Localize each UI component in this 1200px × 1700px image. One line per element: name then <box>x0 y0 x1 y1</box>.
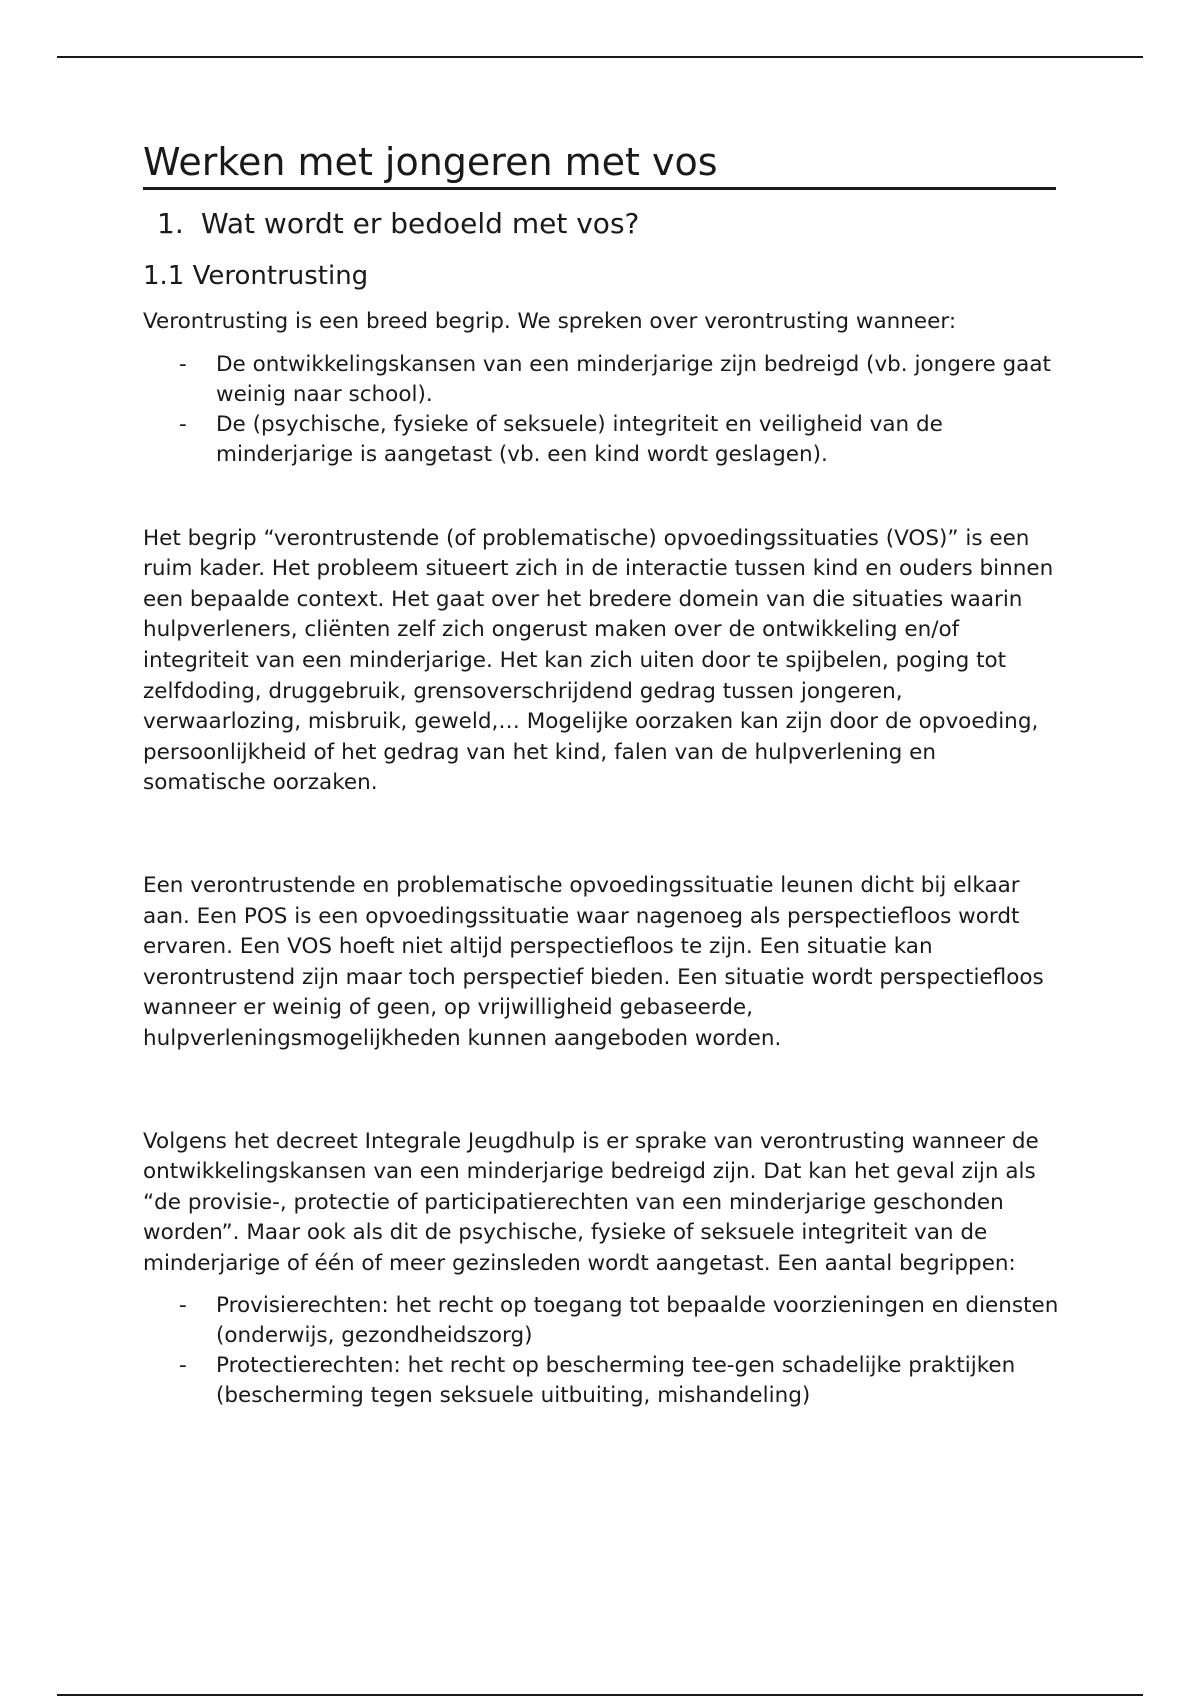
decree-paragraph: Volgens het decreet Integrale Jeugdhulp is er sprake van verontrusting wanneer de ontwikkelingskansen van een minderjarige bedreigd zijn. Dat kan het geval zijn als “de provisie-, protectie of participatierechten van een minderjarige geschonden worden”. Maar ook als dit de psychische, fysieke of seksuele integriteit van de minderjarige of één of meer gezinsleden wordt aangetast. Een aantal begrippen: <box>143 1128 1039 1276</box>
footer-rule <box>57 1694 1143 1696</box>
dash-bullet: - <box>179 1353 187 1379</box>
section-number: 1. <box>157 207 184 240</box>
list-item <box>143 410 1063 470</box>
dash-bullet: - <box>179 351 187 377</box>
header-rule <box>57 56 1143 58</box>
list-item-text: De ontwikkelingskansen van een minderjarige zijn bedreigd (vb. jongere gaat weinig naar school). <box>216 351 1051 407</box>
list-item <box>143 1291 1063 1351</box>
vos-definition-paragraph: Het begrip “verontrustende (of problematische) opvoedingssituaties (VOS)” is een ruim kader. Het probleem situeert zich in de interactie tussen kind en ouders binnen een bepaalde context. Het gaat over het bredere domein van die situaties waarin hulpverleners, cliënten zelf zich ongerust maken over de ontwikkeling en/of integriteit van een minderjarige. Het kan zich uiten door te spijbelen, poging tot zelfdoding, druggebruik, grensoverschrijdend gedrag tussen jongeren, verwaarlozing, misbruik, geweld,… Mogelijke oorzaken kan zijn door de opvoeding, persoonlijkheid of het gedrag van het kind, falen van de hulpverlening en somatische oorzaken. <box>143 525 1054 796</box>
list-item-text: De (psychische, fysieke of seksuele) integriteit en veiligheid van de minderjarige is aangetast (vb. een kind wordt geslagen). <box>216 411 943 467</box>
pos-vos-paragraph: Een verontrustende en problematische opvoedingssituatie leunen dicht bij elkaar aan. Een POS is een opvoedingssituatie waar nagenoeg als perspectiefloos wordt ervaren. Een VOS hoeft niet altijd perspectiefloos te zijn. Een situatie kan verontrustend zijn maar toch perspectief bieden. Een situatie wordt perspectiefloos wanneer er weinig of geen, op vrijwilligheid gebaseerde, hulpverleningsmogelijkheden kunnen aangeboden worden. <box>143 872 1044 1051</box>
subsection-heading: 1.1 Verontrusting <box>143 261 369 291</box>
dash-bullet: - <box>179 1293 187 1319</box>
list-item <box>143 1351 1063 1411</box>
intro-paragraph: Verontrusting is een breed begrip. We spreken over verontrusting wanneer: <box>143 309 957 334</box>
rights-list <box>143 1291 1063 1411</box>
section-heading-text: Wat wordt er bedoeld met vos? <box>201 207 640 240</box>
section-heading <box>157 206 1063 242</box>
list-item-text: Provisierechten: het recht op toegang tot bepaalde voorzieningen en diensten (onderwijs, gezondheidszorg) <box>216 1293 1059 1349</box>
list-item <box>143 350 1063 410</box>
concern-list <box>143 350 1063 470</box>
document-title: Werken met jongeren met vos <box>143 138 1056 190</box>
document-body <box>143 138 1063 1411</box>
list-item-text: Protectierechten: het recht op bescherming tee-gen schadelijke praktijken (bescherming tegen seksuele uitbuiting, mishandeling) <box>216 1353 1016 1409</box>
dash-bullet: - <box>179 411 187 437</box>
